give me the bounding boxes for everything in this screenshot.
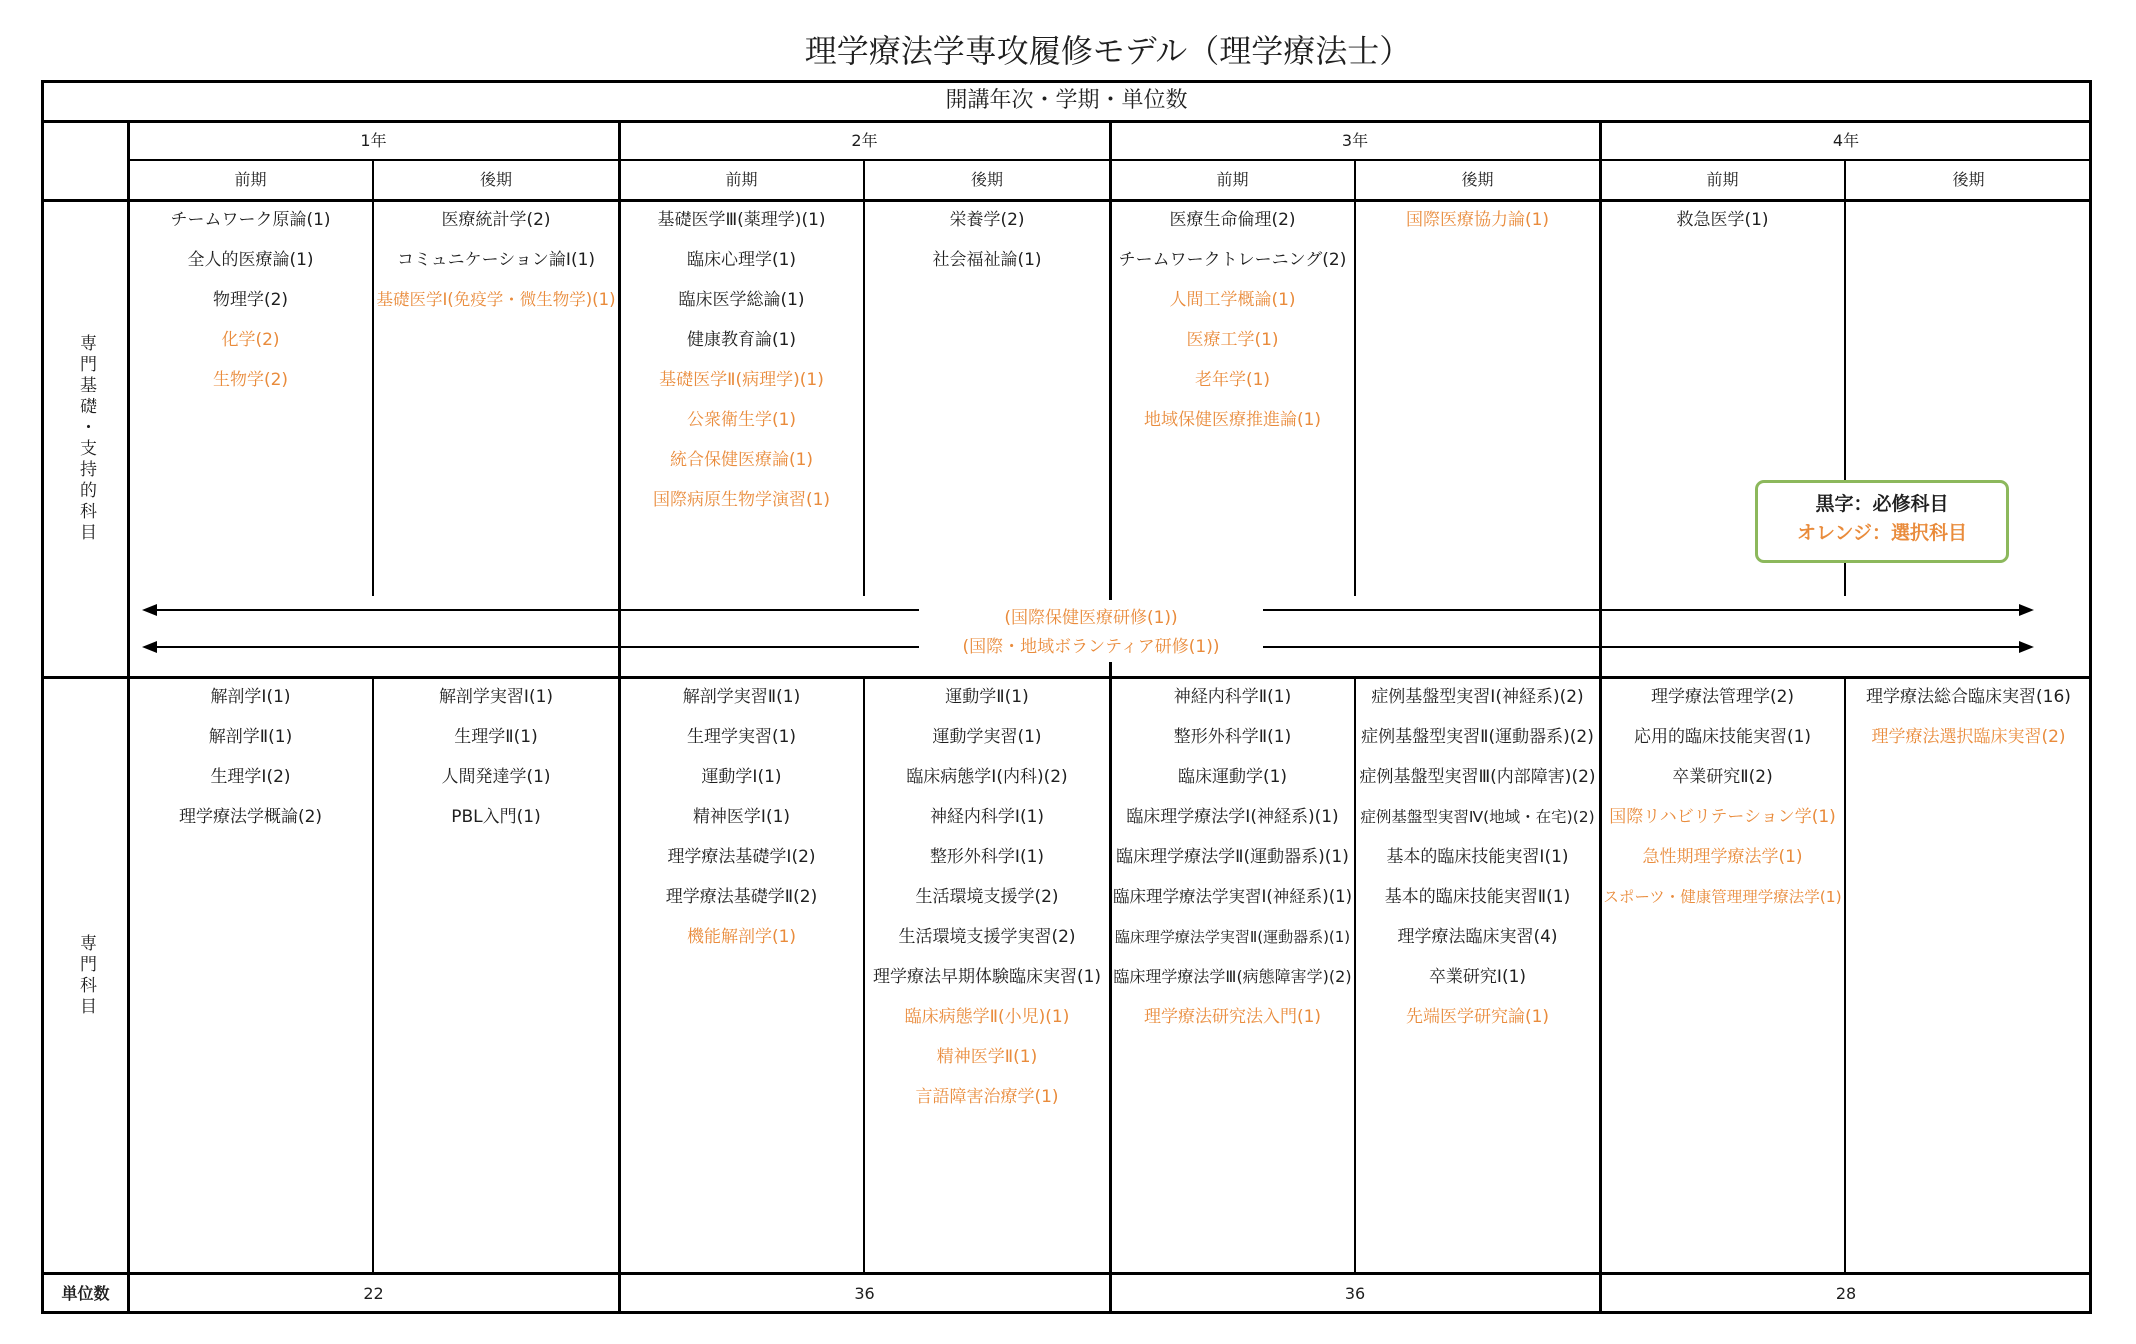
required-course: 理学療法基礎学Ⅰ(2) bbox=[667, 847, 816, 867]
year-4-header: 4年 bbox=[1832, 131, 1860, 150]
section-1-column-6 bbox=[1358, 200, 1597, 240]
required-course: 臨床理学療法学Ⅱ(運動器系)(1) bbox=[1116, 847, 1349, 867]
required-course: 物理学(2) bbox=[212, 290, 289, 310]
grid-line-vertical bbox=[372, 160, 374, 596]
grid-line-vertical bbox=[1599, 121, 1602, 1314]
section-label-basic bbox=[44, 202, 127, 676]
required-course: 応用的臨床技能実習(1) bbox=[1633, 727, 1812, 747]
grid-line-vertical bbox=[127, 121, 130, 1314]
elective-course: 理学療法研究法入門(1) bbox=[1143, 1007, 1322, 1027]
required-course: 臨床医学総論(1) bbox=[678, 290, 805, 310]
section-2-column-2 bbox=[376, 677, 616, 837]
year-3-first-term: 前期 bbox=[1216, 170, 1249, 189]
required-course: 整形外科学Ⅰ(1) bbox=[929, 847, 1045, 867]
required-course: 神経内科学Ⅱ(1) bbox=[1173, 687, 1292, 707]
elective-course: 地域保健医療推進論(1) bbox=[1143, 410, 1322, 430]
color-legend bbox=[1755, 480, 2009, 563]
page-title: 理学療法学専攻履修モデル（理学療法士） bbox=[804, 32, 1412, 70]
grid-line-vertical bbox=[1844, 677, 1846, 1273]
required-course: 基本的臨床技能実習Ⅱ(1) bbox=[1384, 887, 1571, 907]
year-3-credits: 36 bbox=[1344, 1284, 1366, 1303]
cross-year-course: (国際保健医療研修(1)) bbox=[1004, 608, 1178, 628]
required-course: 臨床運動学(1) bbox=[1177, 767, 1288, 787]
year-2-credits: 36 bbox=[854, 1284, 875, 1303]
required-course: 医療統計学(2) bbox=[441, 210, 551, 230]
required-course: 症例基盤型実習Ⅱ(運動器系)(2) bbox=[1361, 727, 1594, 747]
grid-line-vertical bbox=[1354, 677, 1356, 1273]
credits-label: 単位数 bbox=[61, 1284, 110, 1303]
elective-course: 言語障害治療学(1) bbox=[915, 1087, 1059, 1107]
required-course: 生活環境支援学実習(2) bbox=[898, 927, 1076, 947]
elective-course: 国際リハビリテーション学(1) bbox=[1609, 807, 1836, 827]
required-course: 臨床理学療法学実習Ⅱ(運動器系)(1) bbox=[1114, 928, 1351, 946]
required-course: 運動学実習(1) bbox=[932, 727, 1042, 747]
section-1-column-7 bbox=[1603, 200, 1842, 240]
elective-course: スポーツ・健康管理理学療法学(1) bbox=[1603, 888, 1842, 906]
required-course: 基礎医学Ⅲ(薬理学)(1) bbox=[657, 210, 826, 230]
required-course: 理学療法総合臨床実習(16) bbox=[1866, 687, 2071, 707]
legend-required: 黒字：必修科目 bbox=[1815, 493, 1949, 515]
year-3-header: 3年 bbox=[1341, 131, 1369, 150]
elective-course: 老年学(1) bbox=[1194, 370, 1271, 390]
section-1-column-2 bbox=[376, 200, 616, 320]
required-course: 卒業研究Ⅱ(2) bbox=[1672, 767, 1773, 787]
section-label-basic-text: 専門基礎・支持的科目 bbox=[76, 334, 96, 544]
required-course: 救急医学(1) bbox=[1676, 210, 1769, 230]
elective-course: 国際病原生物学演習(1) bbox=[652, 490, 831, 510]
elective-course: 公衆衛生学(1) bbox=[686, 410, 797, 430]
required-course: 医療生命倫理(2) bbox=[1169, 210, 1296, 230]
grid-line-vertical bbox=[372, 677, 374, 1273]
required-course: チームワーク原論(1) bbox=[170, 210, 331, 230]
year-2-header: 2年 bbox=[851, 131, 878, 150]
section-2-column-8 bbox=[1848, 677, 2089, 757]
elective-course: 国際医療協力論(1) bbox=[1405, 210, 1550, 230]
year-3-second-term: 後期 bbox=[1461, 170, 1494, 189]
elective-course: 臨床病態学Ⅱ(小児)(1) bbox=[904, 1007, 1070, 1027]
section-1-column-3 bbox=[622, 200, 861, 520]
elective-course: 急性期理学療法学(1) bbox=[1642, 847, 1803, 867]
arrow-head-left bbox=[142, 604, 157, 616]
required-course: 臨床心理学(1) bbox=[686, 250, 797, 270]
required-course: 理学療法学概論(2) bbox=[178, 807, 323, 827]
required-course: 症例基盤型実習Ⅰ(神経系)(2) bbox=[1371, 687, 1584, 707]
cross-year-course-box bbox=[919, 600, 1263, 662]
required-course: PBL入門(1) bbox=[451, 807, 541, 827]
required-course: 解剖学実習Ⅱ(1) bbox=[682, 687, 801, 707]
year-4-first-term: 前期 bbox=[1706, 170, 1739, 189]
section-2-column-1 bbox=[131, 677, 370, 837]
grid-line-vertical bbox=[863, 677, 865, 1273]
year-1-second-term: 後期 bbox=[479, 170, 512, 189]
cross-year-course: (国際・地域ボランティア研修(1)) bbox=[962, 637, 1220, 657]
year-1-credits: 22 bbox=[363, 1284, 384, 1303]
section-2-column-4 bbox=[867, 677, 1107, 1117]
grid-line-vertical bbox=[863, 160, 865, 596]
required-course: 健康教育論(1) bbox=[686, 330, 797, 350]
elective-course: 機能解剖学(1) bbox=[686, 927, 797, 947]
required-course: 運動学Ⅱ(1) bbox=[945, 687, 1029, 707]
year-2-first-term: 前期 bbox=[725, 170, 758, 189]
required-course: 人間発達学(1) bbox=[441, 767, 551, 787]
year-1-first-term: 前期 bbox=[234, 170, 267, 189]
grid-line-vertical bbox=[1354, 160, 1356, 596]
table-header: 開講年次・学期・単位数 bbox=[945, 88, 1188, 113]
required-course: チームワークトレーニング(2) bbox=[1118, 250, 1347, 270]
arrow-head-right bbox=[2019, 604, 2034, 616]
required-course: 生理学実習(1) bbox=[686, 727, 797, 747]
required-course: 全人的医療論(1) bbox=[187, 250, 314, 270]
year-4-credits: 28 bbox=[1835, 1284, 1857, 1303]
year-4-second-term: 後期 bbox=[1952, 170, 1985, 189]
required-course: 理学療法臨床実習(4) bbox=[1397, 927, 1558, 947]
grid-line-vertical bbox=[618, 121, 621, 1314]
required-course: 卒業研究Ⅰ(1) bbox=[1428, 967, 1527, 987]
required-course: 臨床病態学Ⅰ(内科)(2) bbox=[906, 767, 1068, 787]
elective-course: 化学(2) bbox=[221, 330, 280, 350]
required-course: 神経内科学Ⅰ(1) bbox=[929, 807, 1045, 827]
required-course: 解剖学Ⅱ(1) bbox=[208, 727, 293, 747]
section-1-column-5 bbox=[1113, 200, 1352, 440]
required-course: 理学療法管理学(2) bbox=[1650, 687, 1795, 707]
required-course: 理学療法早期体験臨床実習(1) bbox=[872, 967, 1102, 987]
required-course: 臨床理学療法学Ⅲ(病態障害学)(2) bbox=[1113, 967, 1352, 986]
section-2-column-3 bbox=[622, 677, 861, 957]
section-1-column-1 bbox=[131, 200, 370, 400]
elective-course: 統合保健医療論(1) bbox=[669, 450, 814, 470]
elective-course: 生物学(2) bbox=[212, 370, 289, 390]
section-label-specialized-text: 専門科目 bbox=[76, 933, 96, 1018]
required-course: 解剖学実習Ⅰ(1) bbox=[438, 687, 554, 707]
required-course: 基本的臨床技能実習Ⅰ(1) bbox=[1386, 847, 1569, 867]
required-course: 解剖学Ⅰ(1) bbox=[210, 687, 291, 707]
legend-elective: オレンジ：選択科目 bbox=[1796, 522, 1968, 544]
year-2-second-term: 後期 bbox=[970, 170, 1003, 189]
required-course: 症例基盤型実習Ⅳ(地域・在宅)(2) bbox=[1360, 808, 1595, 826]
required-course: コミュニケーション論Ⅰ(1) bbox=[396, 250, 596, 270]
required-course: 生理学Ⅰ(2) bbox=[210, 767, 291, 787]
arrow-head-left bbox=[142, 641, 157, 653]
elective-course: 理学療法選択臨床実習(2) bbox=[1871, 727, 2066, 747]
required-course: 社会福祉論(1) bbox=[932, 250, 1042, 270]
arrow-head-right bbox=[2019, 641, 2034, 653]
section-2-column-7 bbox=[1603, 677, 1842, 917]
required-course: 整形外科学Ⅱ(1) bbox=[1173, 727, 1292, 747]
required-course: 栄養学(2) bbox=[949, 210, 1025, 230]
elective-course: 医療工学(1) bbox=[1186, 330, 1279, 350]
year-1-header: 1年 bbox=[360, 131, 387, 150]
required-course: 臨床理学療法学Ⅰ(神経系)(1) bbox=[1126, 807, 1339, 827]
elective-course: 基礎医学Ⅱ(病理学)(1) bbox=[659, 370, 824, 390]
elective-course: 人間工学概論(1) bbox=[1169, 290, 1296, 310]
required-course: 生理学Ⅱ(1) bbox=[454, 727, 538, 747]
required-course: 症例基盤型実習Ⅲ(内部障害)(2) bbox=[1359, 767, 1596, 787]
required-course: 生活環境支援学(2) bbox=[915, 887, 1059, 907]
required-course: 理学療法基礎学Ⅱ(2) bbox=[665, 887, 818, 907]
required-course: 運動学Ⅰ(1) bbox=[701, 767, 782, 787]
section-label-specialized bbox=[44, 679, 127, 1272]
section-2-column-5 bbox=[1113, 677, 1352, 1037]
elective-course: 精神医学Ⅱ(1) bbox=[936, 1047, 1038, 1067]
elective-course: 先端医学研究論(1) bbox=[1405, 1007, 1550, 1027]
required-course: 精神医学Ⅰ(1) bbox=[692, 807, 791, 827]
grid-line-vertical bbox=[1109, 121, 1112, 1314]
elective-course: 基礎医学Ⅰ(免疫学・微生物学)(1) bbox=[376, 290, 616, 309]
required-course: 臨床理学療法学実習Ⅰ(神経系)(1) bbox=[1113, 887, 1352, 906]
section-1-column-4 bbox=[867, 200, 1107, 280]
section-2-column-6 bbox=[1358, 677, 1597, 1037]
